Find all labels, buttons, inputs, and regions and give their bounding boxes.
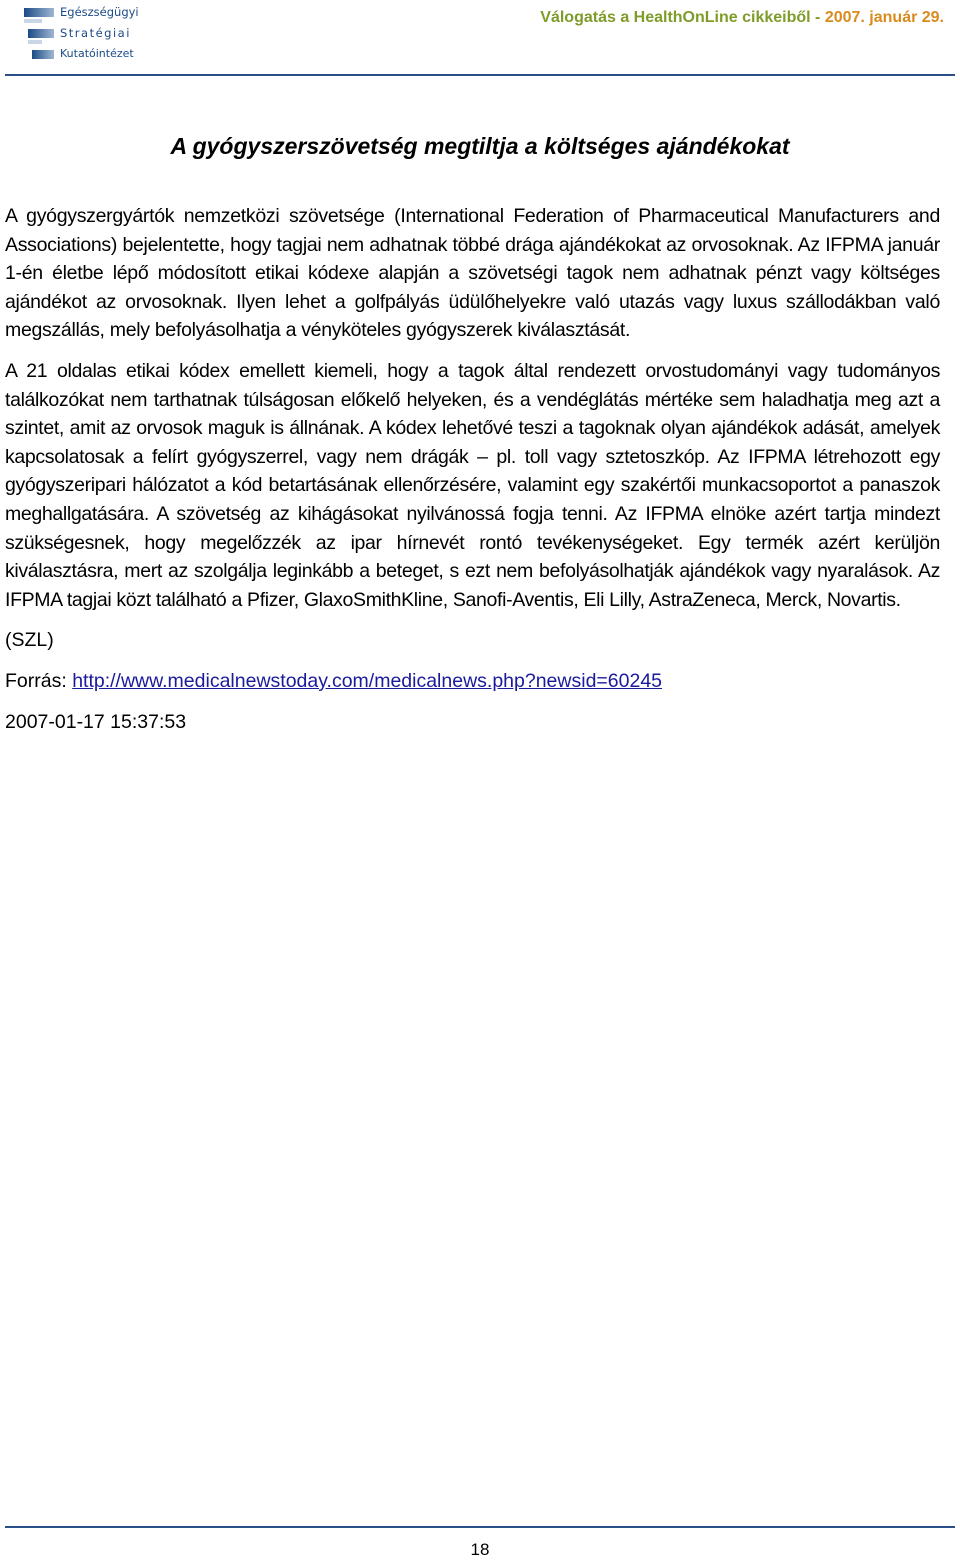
logo-text-line-2: Stratégiai bbox=[60, 26, 131, 40]
article-body bbox=[5, 202, 940, 736]
author-signature: (SZL) bbox=[5, 629, 54, 652]
article-timestamp: 2007-01-17 15:37:53 bbox=[5, 710, 187, 733]
header-divider bbox=[5, 74, 955, 76]
page-number: 18 bbox=[470, 1540, 490, 1559]
source-link[interactable]: http://www.medicalnewstoday.com/medicalnews.php?newsid=60245 bbox=[72, 669, 663, 692]
page-header bbox=[0, 0, 960, 76]
publication-date: 2007. január 29. bbox=[824, 9, 944, 26]
source-label: Forrás: bbox=[5, 669, 67, 692]
footer-divider bbox=[5, 1526, 955, 1528]
article-paragraph-1: A gyógyszergyártók nemzetközi szövetsége (International Federation of Pharmaceutical Manufacturers and Associations) bejelentette, hogy tagjai nem adhatnak többé drága ajándékokat az orvosoknak. Az IFPMA január 1-én életbe lépő módosított etikai kódexe alapján a szövetségi tagok nem adhatnak pénzt vagy költséges ajándékot az orvosoknak. Ilyen lehet a golfpályás üdülőhelyekre való utazás vagy luxus szállodákban való megszállás, mely befolyásolhatja a vényköteles gyógyszerek kiválasztását. bbox=[5, 205, 940, 342]
publication-header bbox=[540, 9, 944, 27]
logo-text-line-3: Kutatóintézet bbox=[60, 47, 134, 60]
publication-name: Válogatás a HealthOnLine cikkeiből - bbox=[540, 9, 821, 26]
institute-logo bbox=[24, 5, 139, 65]
article-paragraph-2: A 21 oldalas etikai kódex emellett kiemeli, hogy a tagok által rendezett orvostudományi vagy tudományos találkozókat nem tarthatnak túlságosan előkelő helyeken, és a vendéglátás mértéke sem haladhatja meg azt a szintet, amit az orvosok maguk is állnának. A kódex lehetővé teszi a tagoknak olyan ajándékok adását, amelyek kapcsolatosak a felírt gyógyszerrel, vagy nem drágák – pl. toll vagy sztetoszkóp. Az IFPMA létrehozott egy gyógyszeripari hálózatot a kód betartásának ellenőrzésére, valamint egy szakértői munkacsoportot a panaszok meghallgatására. A szövetség az kihágásokat nyilvánossá fogja tenni. Az IFPMA elnöke azért tartja mindezt szükségesnek, hogy megelőzzék az ipar hírnevét rontó tevékenységeket. Egy termék azért kerüljön kiválasztásra, mert az szolgálja leginkább a beteget, s ezt nem befolyásolhatják ajándékok vagy nyaralások. Az IFPMA tagjai közt található a Pfizer, GlaxoSmithKline, Sanofi-Aventis, Eli Lilly, AstraZeneca, Merck, Novartis. bbox=[5, 359, 940, 611]
source-line bbox=[5, 667, 940, 696]
logo-text-line-1: Egészségügyi bbox=[60, 5, 139, 19]
article-title: A gyógyszerszövetség megtiltja a költséges ajándékokat bbox=[170, 133, 790, 159]
